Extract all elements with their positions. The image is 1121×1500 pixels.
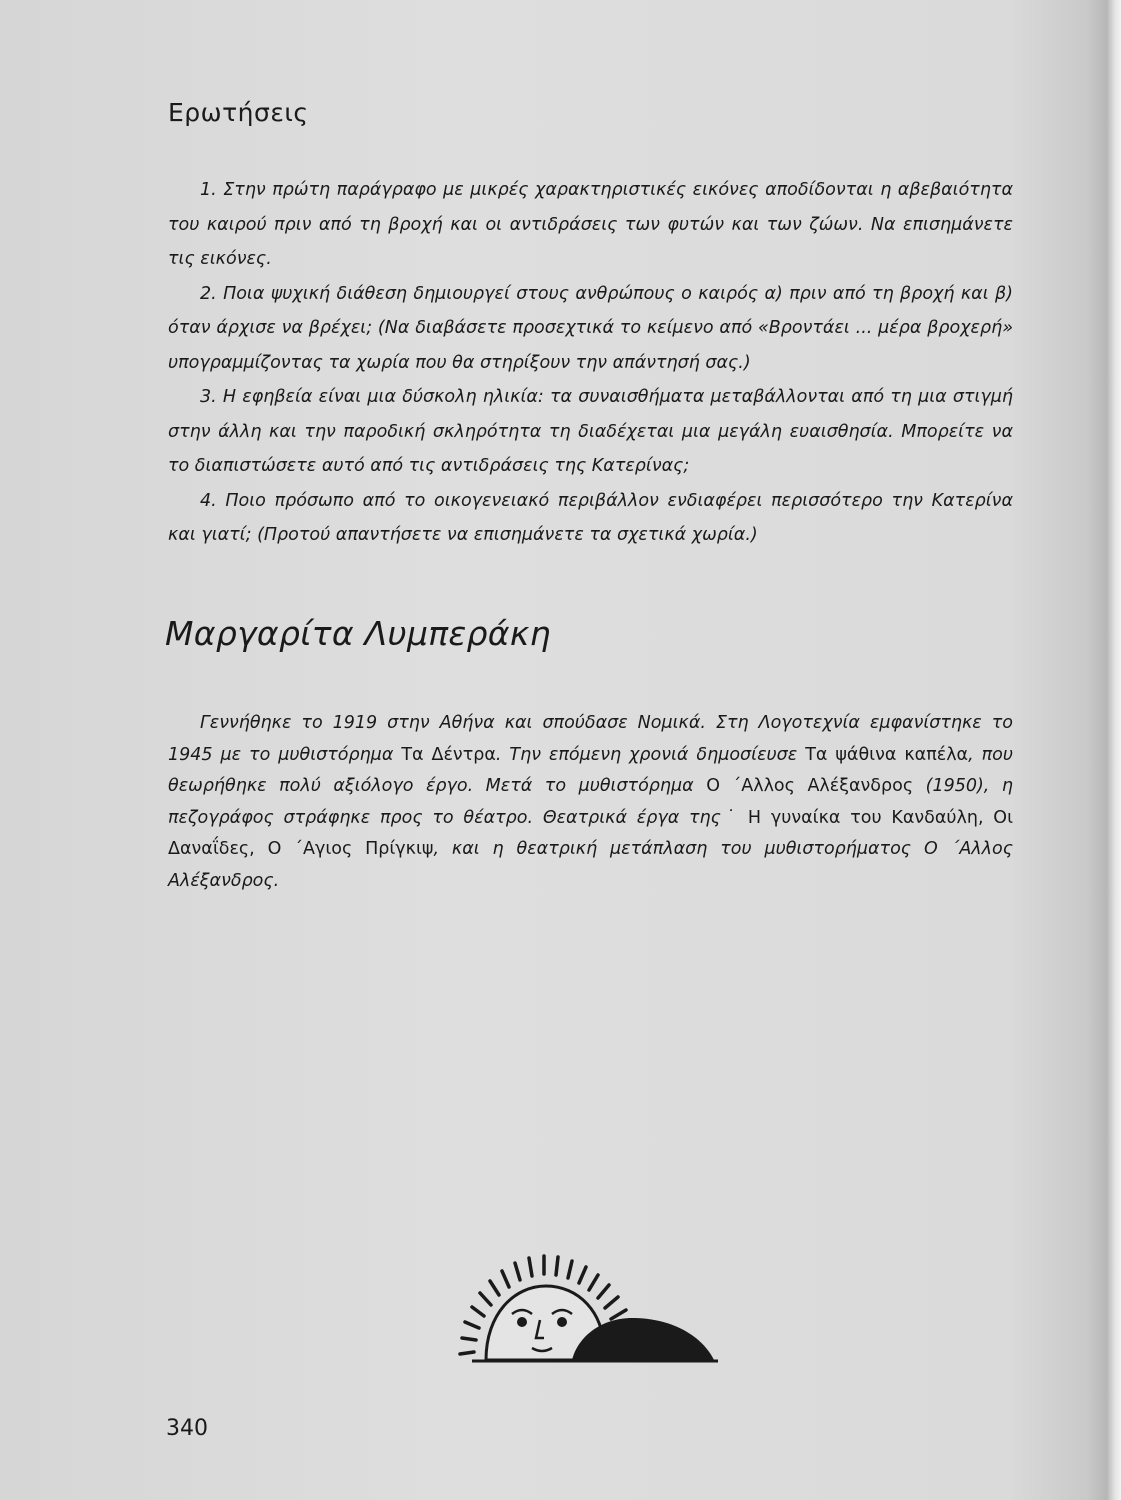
questions-heading: Ερωτήσεις	[168, 98, 309, 127]
question-2: 2. Ποια ψυχική διάθεση δημιουργεί στους ανθρώπους ο καιρός α) πριν από τη βροχή και β) όταν άρχισε να βρέχει; (Να διαβάσετε προσεχτικά το κείμενο από «Βροντάει ... μέρα βροχερή» υπογραμμίζοντας τα χωρία που θα στηρίξουν την απάντησή σας.)	[168, 283, 1013, 373]
page-number: 340	[166, 1416, 208, 1441]
question-3: 3. Η εφηβεία είναι μια δύσκολη ηλικία: τα συναισθήματα μεταβάλλονται από τη μια στιγμή στην άλλη και την παροδική σκληρότητα τη διαδέχεται μια μεγάλη ευαισθησία. Μπορείτε να το διαπιστώσετε αυτό από τις αντιδράσεις της Κατερίνας;	[168, 387, 1013, 476]
author-name: Μαργαρίτα Λυμπεράκη	[165, 614, 551, 653]
bio-text: , που θεωρήθηκε πολύ αξιόλογο έργο. Μετά το μυθιστόρημα	[168, 744, 1013, 796]
bio-text: (1950), η πεζογράφος στράφηκε προς το θέατρο. Θεατρικά έργα της˙	[168, 776, 1013, 828]
work-title: Τα Δέντρα	[401, 744, 496, 765]
work-title: Ο ΄Αλλος Αλέξανδρος	[168, 839, 1013, 891]
work-title: Ο ΄Αλλος Αλέξανδρος	[706, 776, 914, 796]
bio-text: , και η θεατρική μετάπλαση του μυθιστορήματος	[433, 839, 924, 859]
page-edge	[1107, 0, 1121, 1500]
bio-text: . Την επόμενη χρονιά δημοσίευσε	[495, 744, 806, 765]
question-1: 1. Στην πρώτη παράγραφο με μικρές χαρακτηριστικές εικόνες αποδίδονται η αβεβαιότητα του καιρού πριν από τη βροχή και οι αντιδράσεις των φυτών και των ζώων. Να επισημάνετε τις εικόνες.	[168, 180, 1013, 269]
sun-face-icon	[452, 1232, 732, 1372]
question-4: 4. Ποιο πρόσωπο από το οικογενειακό περιβάλλον ενδιαφέρει περισσότερο την Κατερίνα και γιατί; (Προτού απαντήσετε να επισημάνετε τα σχετικά χωρία.)	[168, 490, 1013, 545]
work-title: Η γυναίκα του Κανδαύλη, Οι Δαναΐδες, Ο ΄Αγιος Πρίγκιψ	[168, 807, 1013, 859]
work-title: Τα ψάθινα καπέλα	[805, 744, 969, 765]
author-bio	[168, 708, 1013, 897]
questions-list	[168, 173, 1013, 553]
bio-text: .	[273, 870, 280, 891]
bio-text: Γεννήθηκε το 1919 στην Αθήνα και σπούδασε Νομικά. Στη Λογοτεχνία εμφανίστηκε το 1945 με το μυθιστόρημα	[168, 713, 1013, 765]
